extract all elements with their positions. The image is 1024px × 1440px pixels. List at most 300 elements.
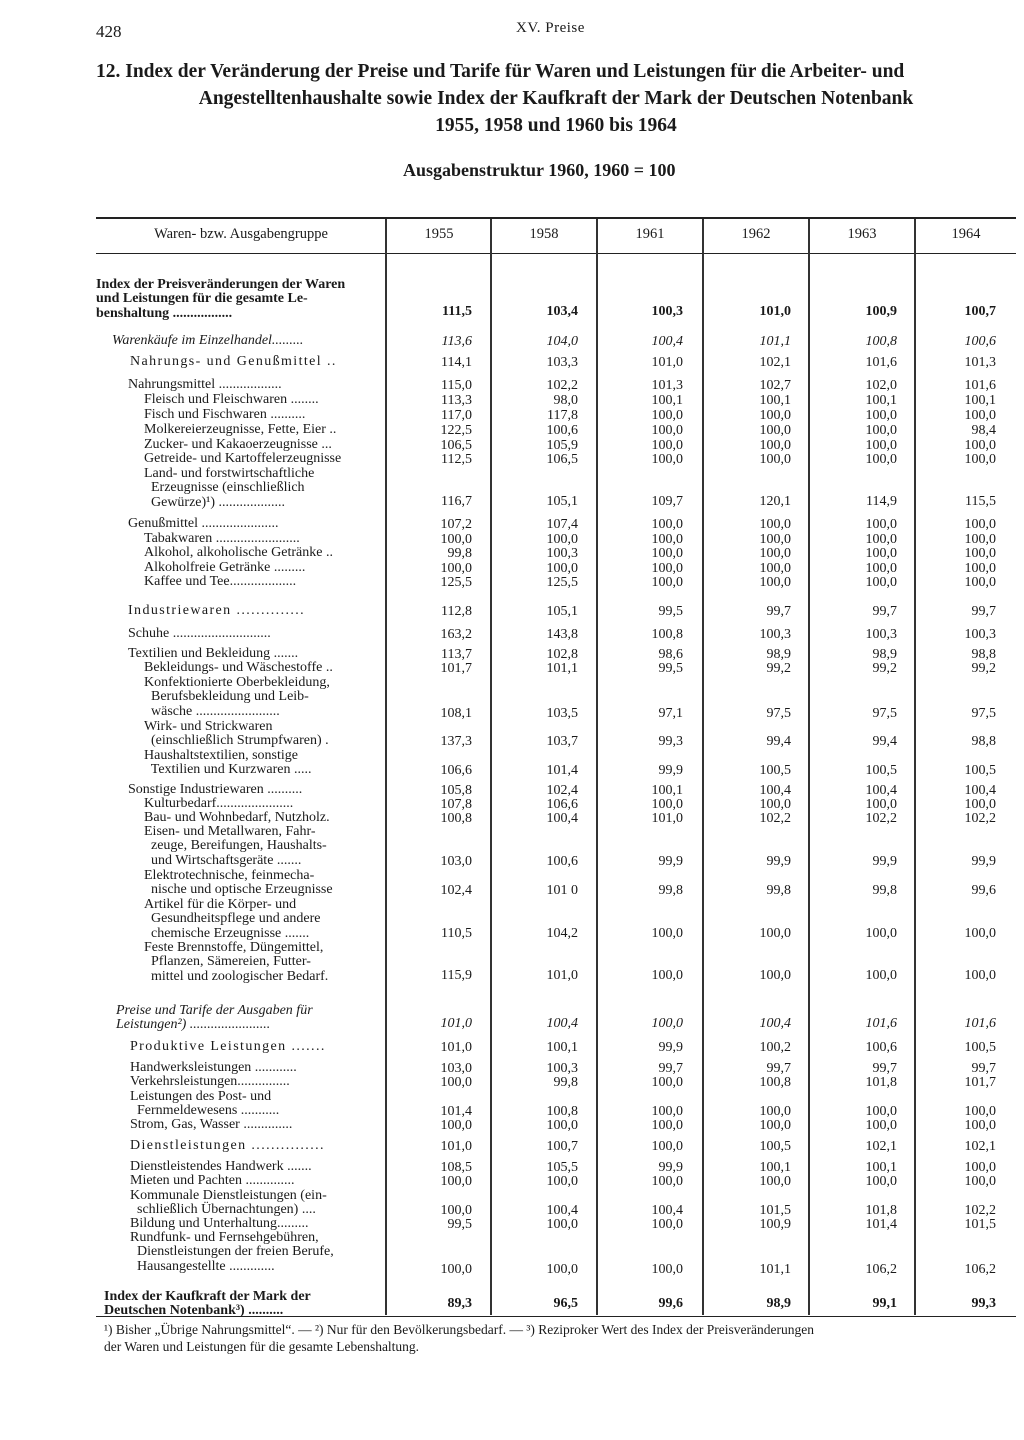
cell-value: 100,0	[865, 408, 897, 423]
cell-value: 98,9	[766, 1296, 791, 1311]
row-label: Wirk- und Strickwaren (einschließlich Strumpfwaren) .	[144, 719, 329, 749]
cell-value: 100,0	[651, 1174, 683, 1189]
cell-value: 100,0	[964, 546, 996, 561]
cell-value: 105,8	[440, 783, 472, 798]
cell-value: 101,8	[865, 1203, 897, 1218]
cell-value: 102,0	[865, 378, 897, 393]
cell-value: 101,0	[440, 1040, 472, 1055]
cell-value: 100,1	[651, 783, 683, 798]
cell-value: 100,0	[759, 517, 791, 532]
cell-value: 100,6	[964, 334, 996, 349]
cell-value: 99,9	[658, 763, 683, 778]
cell-value: 101,4	[546, 763, 578, 778]
cell-value: 102,2	[759, 811, 791, 826]
cell-value: 99,5	[658, 661, 683, 676]
cell-value: 100,0	[964, 1104, 996, 1119]
cell-value: 100,2	[759, 1040, 791, 1055]
cell-value: 98,9	[872, 647, 897, 662]
cell-value: 99,3	[971, 1296, 996, 1311]
cell-value: 96,5	[553, 1296, 578, 1311]
cell-value: 101,1	[546, 661, 578, 676]
cell-value: 100,0	[964, 438, 996, 453]
cell-value: 99,9	[658, 1040, 683, 1055]
row-label: Kommunale Dienstleistungen (ein- schließlich Übernachtungen) ....	[130, 1188, 327, 1218]
row-label: Feste Brennstoffe, Düngemittel, Pflanzen, Sämereien, Futter- mittel und zoologischer Bedarf.	[144, 940, 329, 984]
row-label: Nahrungs- und Genußmittel ..	[130, 354, 337, 369]
cell-value: 107,4	[546, 517, 578, 532]
cell-value: 113,6	[441, 334, 472, 349]
cell-value: 105,9	[546, 438, 578, 453]
cell-value: 100,4	[759, 1016, 791, 1031]
cell-value: 100,0	[546, 1217, 578, 1232]
row-label: Dienstleistungen ...............	[130, 1138, 325, 1153]
cell-value: 99,9	[766, 854, 791, 869]
cell-value: 100,0	[964, 926, 996, 941]
cell-value: 100,8	[759, 1075, 791, 1090]
row-label: Industriewaren ..............	[128, 603, 306, 618]
cell-value: 106,2	[865, 1262, 897, 1277]
cell-value: 103,0	[440, 1061, 472, 1076]
cell-value: 110,5	[441, 926, 472, 941]
cell-value: 100,0	[440, 1262, 472, 1277]
cell-value: 100,3	[865, 627, 897, 642]
cell-value: 100,0	[865, 1118, 897, 1133]
cell-value: 100,0	[759, 561, 791, 576]
footnote-line-2: der Waren und Leistungen für die gesamte Lebenshaltung.	[104, 1339, 420, 1354]
cell-value: 100,0	[964, 408, 996, 423]
row-label: Bekleidungs- und Wäschestoffe ..	[144, 660, 333, 675]
cell-value: 100,0	[759, 1118, 791, 1133]
row-label: Fleisch und Fleischwaren ........	[144, 392, 319, 407]
cell-value: 100,5	[759, 1139, 791, 1154]
cell-value: 111,5	[442, 304, 472, 319]
cell-value: 100,0	[865, 926, 897, 941]
cell-value: 100,0	[865, 1104, 897, 1119]
cell-value: 100,0	[651, 968, 683, 983]
cell-value: 100,0	[546, 1174, 578, 1189]
cell-value: 100,0	[759, 968, 791, 983]
cell-value: 100,0	[651, 797, 683, 812]
cell-value: 100,8	[546, 1104, 578, 1119]
cell-value: 105,1	[546, 494, 578, 509]
cell-value: 100,7	[964, 304, 996, 319]
cell-value: 106,5	[440, 438, 472, 453]
cell-value: 109,7	[651, 494, 683, 509]
cell-value: 101,3	[651, 378, 683, 393]
cell-value: 100,0	[651, 1016, 683, 1031]
column-header-year: 1962	[741, 226, 771, 242]
cell-value: 100,0	[964, 532, 996, 547]
chapter-heading: XV. Preise	[516, 20, 585, 36]
cell-value: 106,6	[440, 763, 472, 778]
cell-value: 102,8	[546, 647, 578, 662]
cell-value: 100,0	[865, 517, 897, 532]
cell-value: 99,4	[766, 734, 791, 749]
cell-value: 163,2	[440, 627, 472, 642]
row-label: Schuhe ............................	[128, 626, 271, 641]
cell-value: 100,0	[759, 408, 791, 423]
cell-value: 99,8	[872, 883, 897, 898]
cell-value: 100,4	[546, 1016, 578, 1031]
cell-value: 102,2	[964, 1203, 996, 1218]
cell-value: 99,7	[658, 1061, 683, 1076]
cell-value: 100,0	[651, 1262, 683, 1277]
cell-value: 99,9	[872, 854, 897, 869]
cell-value: 101,6	[865, 1016, 897, 1031]
cell-value: 100,0	[440, 532, 472, 547]
cell-value: 101,7	[964, 1075, 996, 1090]
cell-value: 100,3	[546, 546, 578, 561]
cell-value: 101,5	[759, 1203, 791, 1218]
cell-value: 97,5	[766, 706, 791, 721]
cell-value: 100,6	[546, 423, 578, 438]
cell-value: 100,8	[651, 627, 683, 642]
cell-value: 100,3	[964, 627, 996, 642]
cell-value: 100,0	[759, 532, 791, 547]
cell-value: 115,5	[965, 494, 996, 509]
row-label: Genußmittel ......................	[128, 516, 279, 531]
row-label: Alkoholfreie Getränke .........	[144, 560, 306, 575]
cell-value: 112,5	[441, 452, 472, 467]
cell-value: 99,5	[447, 1217, 472, 1232]
cell-value: 100,0	[865, 968, 897, 983]
cell-value: 101,3	[964, 355, 996, 370]
cell-value: 100,4	[865, 783, 897, 798]
cell-value: 101,0	[440, 1139, 472, 1154]
cell-value: 100,8	[440, 811, 472, 826]
column-header-year: 1958	[529, 226, 559, 242]
cell-value: 98,6	[658, 647, 683, 662]
cell-value: 100,6	[865, 1040, 897, 1055]
cell-value: 101 0	[546, 883, 578, 898]
cell-value: 100,0	[440, 1075, 472, 1090]
cell-value: 113,7	[441, 647, 472, 662]
cell-value: 100,7	[546, 1139, 578, 1154]
cell-value: 100,1	[964, 393, 996, 408]
cell-value: 100,0	[759, 797, 791, 812]
cell-value: 100,4	[546, 811, 578, 826]
cell-value: 100,0	[759, 926, 791, 941]
title-line-3: 1955, 1958 und 1960 bis 1964	[435, 115, 677, 136]
cell-value: 100,0	[964, 1174, 996, 1189]
cell-value: 100,0	[759, 1104, 791, 1119]
cell-value: 100,0	[440, 1174, 472, 1189]
cell-value: 100,0	[651, 926, 683, 941]
cell-value: 125,5	[440, 575, 472, 590]
cell-value: 100,0	[651, 408, 683, 423]
cell-value: 100,0	[865, 561, 897, 576]
row-label: Index der Preisveränderungen der Waren und Leistungen für die gesamte Le- benshaltung .................	[96, 277, 346, 321]
cell-value: 100,0	[865, 1174, 897, 1189]
cell-value: 100,0	[546, 561, 578, 576]
cell-value: 101,1	[759, 334, 791, 349]
page-number: 428	[96, 22, 122, 41]
cell-value: 100,8	[865, 334, 897, 349]
cell-value: 122,5	[440, 423, 472, 438]
cell-value: 100,0	[964, 1118, 996, 1133]
row-label: Sonstige Industriewaren ..........	[128, 782, 303, 797]
footnote-line-1: ¹) Bisher „Übrige Nahrungsmittel“. — ²) Nur für den Bevölkerungsbedarf. — ³) Reziproker Wert des Index der Preisveränderungen	[104, 1322, 814, 1337]
cell-value: 97,1	[658, 706, 683, 721]
cell-value: 100,0	[964, 575, 996, 590]
cell-value: 100,3	[759, 627, 791, 642]
cell-value: 97,5	[971, 706, 996, 721]
cell-value: 100,0	[440, 561, 472, 576]
cell-value: 103,4	[546, 304, 578, 319]
cell-value: 100,0	[651, 561, 683, 576]
column-header-label: Waren- bzw. Ausgabengruppe	[154, 226, 328, 242]
cell-value: 100,0	[865, 546, 897, 561]
cell-value: 120,1	[759, 494, 791, 509]
row-label: Warenkäufe im Einzelhandel.........	[112, 333, 304, 348]
cell-value: 100,9	[865, 304, 897, 319]
row-label: Strom, Gas, Wasser ..............	[130, 1117, 293, 1132]
cell-value: 100,9	[759, 1217, 791, 1232]
cell-value: 100,0	[440, 1118, 472, 1133]
cell-value: 100,4	[651, 1203, 683, 1218]
cell-value: 100,0	[440, 1203, 472, 1218]
cell-value: 100,5	[759, 763, 791, 778]
cell-value: 106,5	[546, 452, 578, 467]
cell-value: 100,0	[651, 1104, 683, 1119]
row-label: Preise und Tarife der Ausgaben für Leistungen²) .......................	[116, 1003, 313, 1033]
cell-value: 98,8	[971, 734, 996, 749]
cell-value: 117,8	[547, 408, 578, 423]
cell-value: 99,7	[766, 1061, 791, 1076]
cell-value: 114,9	[866, 494, 897, 509]
cell-value: 137,3	[440, 734, 472, 749]
cell-value: 99,5	[658, 604, 683, 619]
cell-value: 100,0	[865, 797, 897, 812]
cell-value: 101,7	[440, 661, 472, 676]
cell-value: 101,6	[865, 355, 897, 370]
cell-value: 98,4	[971, 423, 996, 438]
cell-value: 100,3	[651, 304, 683, 319]
cell-value: 100,0	[865, 423, 897, 438]
cell-value: 105,5	[546, 1160, 578, 1175]
cell-value: 101,6	[964, 1016, 996, 1031]
column-header-year: 1963	[847, 226, 877, 242]
cell-value: 102,2	[964, 811, 996, 826]
cell-value: 99,7	[971, 604, 996, 619]
cell-value: 100,0	[546, 532, 578, 547]
cell-value: 100,0	[964, 797, 996, 812]
cell-value: 104,2	[546, 926, 578, 941]
cell-value: 100,0	[964, 452, 996, 467]
cell-value: 105,1	[546, 604, 578, 619]
cell-value: 100,0	[964, 1160, 996, 1175]
cell-value: 100,0	[865, 532, 897, 547]
row-label: Tabakwaren ........................	[144, 531, 300, 546]
cell-value: 100,0	[759, 452, 791, 467]
cell-value: 100,1	[759, 1160, 791, 1175]
cell-value: 101,6	[964, 378, 996, 393]
cell-value: 113,3	[441, 393, 472, 408]
cell-value: 99,7	[766, 604, 791, 619]
cell-value: 103,3	[546, 355, 578, 370]
cell-value: 100,5	[865, 763, 897, 778]
cell-value: 98,8	[971, 647, 996, 662]
cell-value: 99,6	[658, 1296, 683, 1311]
cell-value: 100,4	[759, 783, 791, 798]
cell-value: 112,8	[441, 604, 472, 619]
title-line-2: Angestelltenhaushalte sowie Index der Kaufkraft der Mark der Deutschen Notenbank	[198, 88, 914, 109]
cell-value: 103,7	[546, 734, 578, 749]
cell-value: 104,0	[546, 334, 578, 349]
cell-value: 143,8	[546, 627, 578, 642]
cell-value: 98,9	[766, 647, 791, 662]
cell-value: 100,0	[964, 561, 996, 576]
cell-value: 89,3	[447, 1296, 472, 1311]
cell-value: 102,7	[759, 378, 791, 393]
cell-value: 100,0	[546, 1262, 578, 1277]
row-label: Leistungen des Post- und Fernmeldewesens ...........	[130, 1089, 280, 1119]
cell-value: 100,3	[546, 1061, 578, 1076]
cell-value: 100,5	[964, 1040, 996, 1055]
cell-value: 101,0	[440, 1016, 472, 1031]
row-label: Index der Kaufkraft der Mark der Deutschen Notenbank³) ..........	[104, 1289, 311, 1319]
cell-value: 100,0	[759, 438, 791, 453]
cell-value: 107,8	[440, 797, 472, 812]
cell-value: 99,3	[658, 734, 683, 749]
cell-value: 100,0	[651, 1139, 683, 1154]
cell-value: 115,9	[441, 968, 472, 983]
row-label: Produktive Leistungen .......	[130, 1039, 326, 1054]
cell-value: 99,2	[766, 661, 791, 676]
cell-value: 101,0	[546, 968, 578, 983]
row-label: Molkereierzeugnisse, Fette, Eier ..	[144, 422, 337, 437]
cell-value: 101,0	[651, 355, 683, 370]
cell-value: 100,0	[759, 423, 791, 438]
cell-value: 101,4	[440, 1104, 472, 1119]
cell-value: 100,0	[865, 452, 897, 467]
cell-value: 99,9	[971, 854, 996, 869]
cell-value: 100,0	[651, 1118, 683, 1133]
title-line-1: 12. Index der Veränderung der Preise und Tarife für Waren und Leistungen für die Arbeiter- und	[96, 61, 905, 82]
cell-value: 100,0	[759, 575, 791, 590]
cell-value: 100,0	[759, 546, 791, 561]
row-label: Textilien und Bekleidung .......	[128, 646, 299, 661]
cell-value: 103,0	[440, 854, 472, 869]
cell-value: 100,1	[865, 393, 897, 408]
row-label: Fisch und Fischwaren ..........	[144, 407, 306, 422]
cell-value: 99,4	[872, 734, 897, 749]
cell-value: 114,1	[441, 355, 472, 370]
row-label: Verkehrsleistungen...............	[130, 1074, 290, 1089]
cell-value: 102,4	[546, 783, 578, 798]
cell-value: 100,4	[651, 334, 683, 349]
cell-value: 100,0	[865, 438, 897, 453]
cell-value: 100,0	[651, 517, 683, 532]
cell-value: 99,7	[872, 1061, 897, 1076]
cell-value: 100,0	[651, 1217, 683, 1232]
cell-value: 100,0	[964, 517, 996, 532]
cell-value: 102,1	[759, 355, 791, 370]
cell-value: 102,4	[440, 883, 472, 898]
cell-value: 99,6	[971, 883, 996, 898]
cell-value: 100,0	[651, 546, 683, 561]
cell-value: 100,0	[759, 1174, 791, 1189]
cell-value: 108,1	[440, 706, 472, 721]
cell-value: 100,0	[651, 575, 683, 590]
cell-value: 125,5	[546, 575, 578, 590]
column-header-year: 1961	[635, 226, 665, 242]
row-label: Dienstleistendes Handwerk .......	[130, 1159, 312, 1174]
cell-value: 100,1	[651, 393, 683, 408]
cell-value: 102,1	[964, 1139, 996, 1154]
cell-value: 100,1	[759, 393, 791, 408]
column-header-year: 1955	[424, 226, 454, 242]
cell-value: 99,2	[872, 661, 897, 676]
row-label: Kaffee und Tee...................	[144, 574, 297, 589]
row-label: Artikel für die Körper- und Gesundheitspflege und andere chemische Erzeugnisse .......	[144, 897, 321, 941]
cell-value: 117,0	[441, 408, 472, 423]
cell-value: 106,6	[546, 797, 578, 812]
cell-value: 100,0	[651, 423, 683, 438]
cell-value: 101,0	[651, 811, 683, 826]
cell-value: 101,5	[964, 1217, 996, 1232]
cell-value: 100,5	[964, 763, 996, 778]
row-label: Haushaltstextilien, sonstige Textilien und Kurzwaren .....	[144, 748, 312, 778]
cell-value: 100,0	[651, 452, 683, 467]
cell-value: 97,5	[872, 706, 897, 721]
row-label: Konfektionierte Oberbekleidung, Berufsbekleidung und Leib- wäsche ........................	[144, 675, 330, 719]
cell-value: 100,0	[865, 575, 897, 590]
cell-value: 107,2	[440, 517, 472, 532]
cell-value: 99,8	[553, 1075, 578, 1090]
cell-value: 115,0	[441, 378, 472, 393]
cell-value: 99,1	[872, 1296, 897, 1311]
row-label: Bau- und Wohnbedarf, Nutzholz.	[144, 810, 330, 825]
cell-value: 100,0	[651, 1075, 683, 1090]
cell-value: 101,1	[759, 1262, 791, 1277]
cell-value: 99,8	[447, 546, 472, 561]
cell-value: 100,0	[651, 532, 683, 547]
cell-value: 102,1	[865, 1139, 897, 1154]
cell-value: 102,2	[546, 378, 578, 393]
cell-value: 108,5	[440, 1160, 472, 1175]
row-label: Kulturbedarf......................	[144, 796, 294, 811]
cell-value: 102,2	[865, 811, 897, 826]
cell-value: 100,0	[651, 438, 683, 453]
cell-value: 99,7	[971, 1061, 996, 1076]
cell-value: 100,4	[964, 783, 996, 798]
row-label: Eisen- und Metallwaren, Fahr- zeuge, Bereifungen, Haushalts- und Wirtschaftsgeräte .......	[144, 824, 327, 868]
row-label: Nahrungsmittel ..................	[128, 377, 282, 392]
cell-value: 100,6	[546, 854, 578, 869]
row-label: Zucker- und Kakaoerzeugnisse ...	[144, 437, 332, 452]
cell-value: 99,9	[658, 1160, 683, 1175]
cell-value: 98,0	[553, 393, 578, 408]
cell-value: 99,8	[766, 883, 791, 898]
row-label: Elektrotechnische, feinmecha- nische und optische Erzeugnisse	[144, 868, 333, 898]
row-label: Land- und forstwirtschaftliche Erzeugnisse (einschließlich Gewürze)¹) ...................	[144, 466, 315, 510]
cell-value: 101,0	[759, 304, 791, 319]
cell-value: 100,4	[546, 1203, 578, 1218]
cell-value: 100,1	[546, 1040, 578, 1055]
row-label: Rundfunk- und Fernsehgebühren, Dienstleistungen der freien Berufe, Hausangestellte .............	[130, 1230, 334, 1274]
cell-value: 99,7	[872, 604, 897, 619]
cell-value: 116,7	[441, 494, 472, 509]
row-label: Getreide- und Kartoffelerzeugnisse	[144, 451, 342, 466]
cell-value: 100,0	[546, 1118, 578, 1133]
cell-value: 99,8	[658, 883, 683, 898]
column-header-year: 1964	[951, 226, 981, 242]
row-label: Mieten und Pachten ..............	[130, 1173, 295, 1188]
cell-value: 103,5	[546, 706, 578, 721]
row-label: Alkohol, alkoholische Getränke ..	[144, 545, 333, 560]
cell-value: 101,4	[865, 1217, 897, 1232]
